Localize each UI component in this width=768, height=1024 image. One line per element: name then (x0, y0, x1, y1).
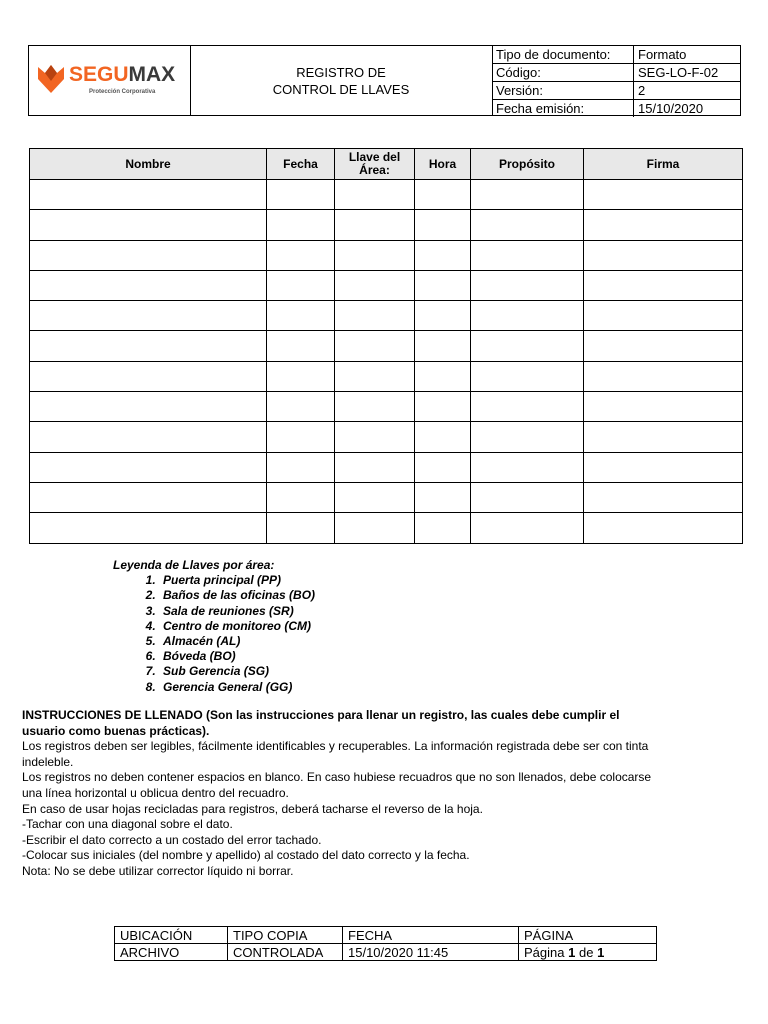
legend-list (113, 573, 315, 695)
column-header-nombre: Nombre (30, 149, 267, 180)
blank-entry-cell[interactable] (584, 392, 743, 422)
instruction-line: Los registros deben ser legibles, fácilmente identificables y recuperables. La información registrada debe ser con tinta indeleble. (22, 739, 649, 769)
blank-entry-cell[interactable] (267, 180, 335, 210)
table-row (30, 482, 743, 512)
blank-entry-cell[interactable] (471, 361, 584, 391)
footer-header-fecha: FECHA (343, 927, 519, 944)
blank-entry-cell[interactable] (584, 180, 743, 210)
key-legend (113, 558, 315, 695)
blank-entry-cell[interactable] (415, 270, 471, 300)
legend-item: 1. Puerta principal (PP) (159, 573, 315, 588)
meta-row (492, 46, 740, 64)
blank-entry-cell[interactable] (471, 331, 584, 361)
segumax-logo-icon (36, 61, 66, 95)
blank-entry-cell[interactable] (584, 482, 743, 512)
meta-value: SEG-LO-F-02 (634, 64, 741, 82)
blank-entry-cell[interactable] (30, 422, 267, 452)
document-footer-table (114, 926, 657, 961)
instruction-line: En caso de usar hojas recicladas para registros, deberá tacharse el reverso de la hoja. (22, 801, 483, 816)
table-row (30, 513, 743, 543)
blank-entry-cell[interactable] (267, 301, 335, 331)
meta-label: Versión: (492, 82, 634, 100)
blank-entry-cell[interactable] (471, 180, 584, 210)
instruction-line: Nota: No se debe utilizar corrector líquido ni borrar. (22, 863, 294, 878)
of-word: de (578, 944, 594, 960)
blank-entry-cell[interactable] (30, 210, 267, 240)
column-header-proposito: Propósito (471, 149, 584, 180)
blank-entry-cell[interactable] (335, 210, 415, 240)
instruction-line: -Escribir el dato correcto a un costado del error tachado. (22, 832, 322, 847)
registry-body (30, 180, 743, 544)
blank-entry-cell[interactable] (471, 452, 584, 482)
blank-entry-cell[interactable] (471, 392, 584, 422)
table-row (30, 301, 743, 331)
blank-entry-cell[interactable] (415, 331, 471, 361)
blank-entry-cell[interactable] (584, 210, 743, 240)
meta-value: 2 (634, 82, 741, 100)
blank-entry-cell[interactable] (30, 240, 267, 270)
blank-entry-cell[interactable] (335, 361, 415, 391)
footer-value-row (115, 944, 657, 961)
legend-item: 6. Bóveda (BO) (159, 649, 315, 664)
meta-row (492, 64, 740, 82)
table-row (30, 240, 743, 270)
page-total: 1 (597, 944, 605, 960)
table-row (30, 361, 743, 391)
blank-entry-cell[interactable] (584, 331, 743, 361)
blank-entry-cell[interactable] (335, 482, 415, 512)
blank-entry-cell[interactable] (267, 240, 335, 270)
meta-label: Fecha emisión: (492, 100, 634, 118)
blank-entry-cell[interactable] (267, 361, 335, 391)
blank-entry-cell[interactable] (584, 513, 743, 543)
blank-entry-cell[interactable] (415, 180, 471, 210)
blank-entry-cell[interactable] (30, 180, 267, 210)
page-word: Página (524, 944, 565, 960)
blank-entry-cell[interactable] (267, 452, 335, 482)
blank-entry-cell[interactable] (471, 422, 584, 452)
blank-entry-cell[interactable] (30, 331, 267, 361)
instruction-line: -Colocar sus iniciales (del nombre y apellido) al costado del dato correcto y la fecha. (22, 848, 470, 863)
table-row (30, 331, 743, 361)
legend-item: 2. Baños de las oficinas (BO) (159, 588, 315, 603)
blank-entry-cell[interactable] (267, 482, 335, 512)
footer-value-tipo-copia: CONTROLADA (228, 944, 343, 961)
blank-entry-cell[interactable] (335, 180, 415, 210)
blank-entry-cell[interactable] (267, 270, 335, 300)
filling-instructions (22, 708, 662, 880)
brand-logo (69, 63, 175, 87)
footer-header-ubicacion: UBICACIÓN (115, 927, 228, 944)
blank-entry-cell[interactable] (335, 452, 415, 482)
blank-entry-cell[interactable] (415, 452, 471, 482)
blank-entry-cell[interactable] (415, 482, 471, 512)
blank-entry-cell[interactable] (415, 392, 471, 422)
brand-max: MAX (128, 63, 176, 86)
blank-entry-cell[interactable] (415, 422, 471, 452)
footer-header-tipo-copia: TIPO COPIA (228, 927, 343, 944)
instruction-line: -Tachar con una diagonal sobre el dato. (22, 817, 233, 832)
table-row (30, 452, 743, 482)
blank-entry-cell[interactable] (335, 392, 415, 422)
document-header (28, 45, 741, 116)
blank-entry-cell[interactable] (415, 210, 471, 240)
blank-entry-cell[interactable] (335, 331, 415, 361)
blank-entry-cell[interactable] (335, 301, 415, 331)
blank-entry-cell[interactable] (415, 301, 471, 331)
legend-item: 5. Almacén (AL) (159, 634, 315, 649)
meta-row (492, 82, 740, 100)
registry-header-row (30, 149, 743, 180)
blank-entry-cell[interactable] (584, 240, 743, 270)
blank-entry-cell[interactable] (415, 513, 471, 543)
logo-cell (29, 46, 191, 115)
blank-entry-cell[interactable] (30, 392, 267, 422)
legend-item: 4. Centro de monitoreo (CM) (159, 619, 315, 634)
brand-tagline: Protección Corporativa (89, 89, 156, 95)
title-line-1: REGISTRO DE (296, 64, 386, 80)
footer-value-fecha: 15/10/2020 11:45 (343, 944, 519, 961)
document-title (190, 46, 493, 115)
footer-value-ubicacion: ARCHIVO (115, 944, 228, 961)
title-line-2: CONTROL DE LLAVES (272, 81, 410, 97)
table-row (30, 422, 743, 452)
blank-entry-cell[interactable] (471, 240, 584, 270)
instruction-line: Los registros no deben contener espacios en blanco. En caso hubiese recuadros que no son llenados, debe colocarse una línea horizontal u oblicua dentro del recuadro. (22, 770, 652, 800)
blank-entry-cell[interactable] (471, 270, 584, 300)
document-meta-table (492, 46, 740, 117)
blank-entry-cell[interactable] (415, 361, 471, 391)
blank-entry-cell[interactable] (415, 240, 471, 270)
legend-item: 7. Sub Gerencia (SG) (159, 664, 315, 679)
footer-value-pagina (519, 944, 657, 961)
instructions-heading: INSTRUCCIONES DE LLENADO (Son las instrucciones para llenar un registro, las cuales debe cumplir el usuario como buenas prácticas). (22, 708, 620, 738)
blank-entry-cell[interactable] (267, 331, 335, 361)
meta-value: Formato (634, 46, 741, 64)
table-row (30, 270, 743, 300)
column-header-hora: Hora (415, 149, 471, 180)
legend-item: 8. Gerencia General (GG) (159, 680, 315, 695)
page-number: 1 (568, 944, 576, 960)
legend-item: 3. Sala de reuniones (SR) (159, 604, 315, 619)
key-registry-table (29, 148, 743, 544)
blank-entry-cell[interactable] (30, 270, 267, 300)
blank-entry-cell[interactable] (335, 513, 415, 543)
table-row (30, 392, 743, 422)
blank-entry-cell[interactable] (584, 452, 743, 482)
blank-entry-cell[interactable] (584, 422, 743, 452)
column-header-fecha: Fecha (267, 149, 335, 180)
blank-entry-cell[interactable] (471, 482, 584, 512)
brand-segu: SEGU (69, 63, 129, 86)
meta-label: Código: (492, 64, 634, 82)
footer-header-row (115, 927, 657, 944)
blank-entry-cell[interactable] (335, 422, 415, 452)
column-header-firma: Firma (584, 149, 743, 180)
table-row (30, 180, 743, 210)
blank-entry-cell[interactable] (30, 482, 267, 512)
column-header-llave: Llave del Área: (335, 149, 415, 180)
blank-entry-cell[interactable] (584, 301, 743, 331)
legend-title: Leyenda de Llaves por área: (113, 558, 275, 572)
table-row (30, 210, 743, 240)
blank-entry-cell[interactable] (30, 301, 267, 331)
blank-entry-cell[interactable] (335, 270, 415, 300)
blank-entry-cell[interactable] (584, 361, 743, 391)
blank-entry-cell[interactable] (471, 301, 584, 331)
blank-entry-cell[interactable] (30, 452, 267, 482)
meta-row (492, 100, 740, 118)
footer-header-pagina: PÁGINA (519, 927, 657, 944)
blank-entry-cell[interactable] (584, 270, 743, 300)
blank-entry-cell[interactable] (267, 513, 335, 543)
blank-entry-cell[interactable] (267, 422, 335, 452)
blank-entry-cell[interactable] (30, 361, 267, 391)
blank-entry-cell[interactable] (267, 392, 335, 422)
blank-entry-cell[interactable] (30, 513, 267, 543)
meta-value: 15/10/2020 (634, 100, 741, 118)
blank-entry-cell[interactable] (471, 513, 584, 543)
blank-entry-cell[interactable] (471, 210, 584, 240)
blank-entry-cell[interactable] (335, 240, 415, 270)
meta-label: Tipo de documento: (492, 46, 634, 64)
blank-entry-cell[interactable] (267, 210, 335, 240)
